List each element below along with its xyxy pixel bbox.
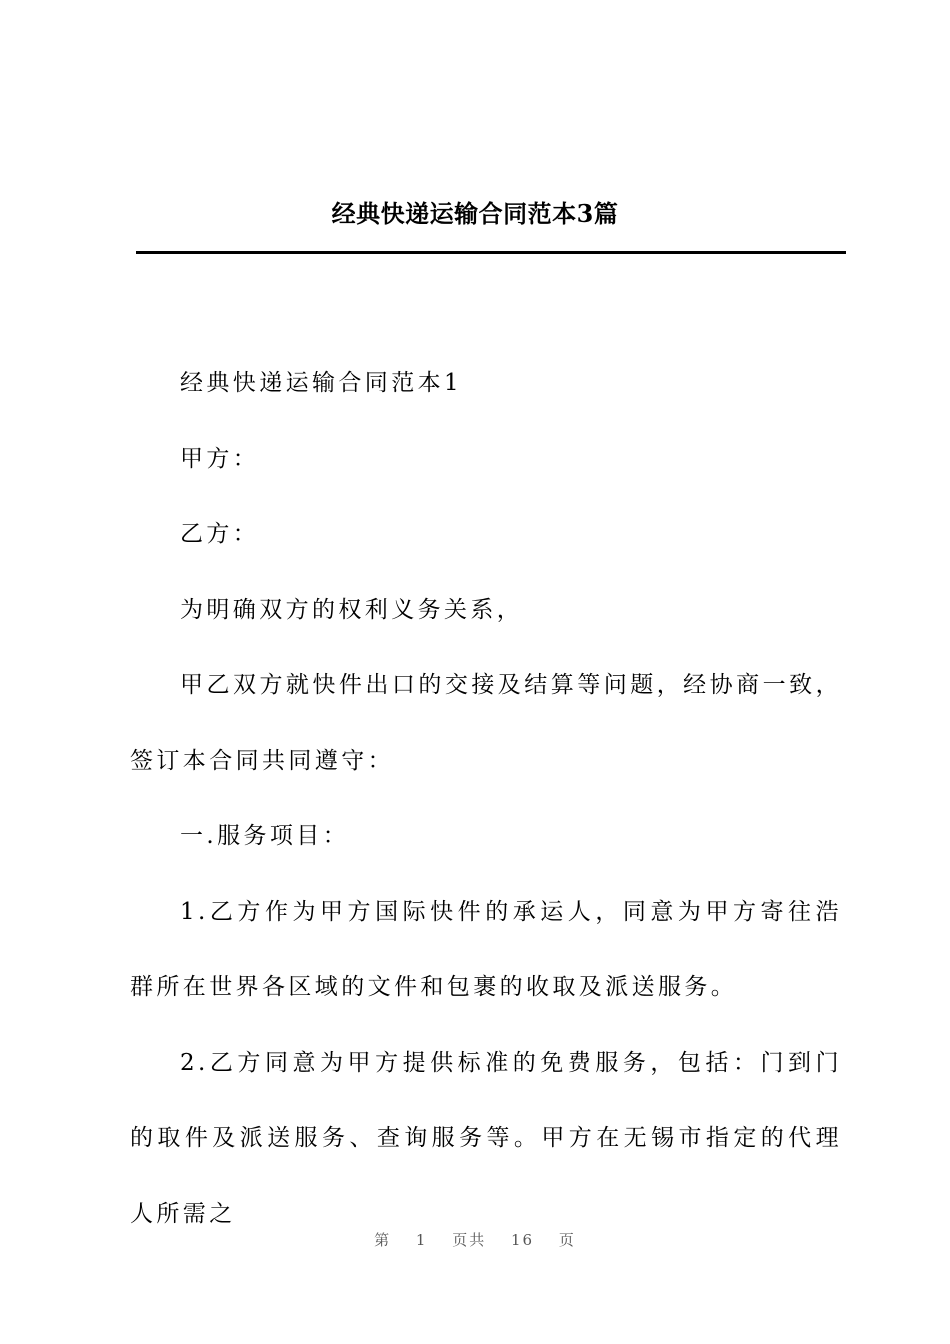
paragraph-section-services: 一.服务项目： (180, 823, 350, 849)
footer-page-number: 1 (415, 1231, 428, 1249)
paragraph-agreement: 甲乙双方就快件出口的交接及结算等问题，经协商一致，签订本合同共同遵守： (130, 672, 842, 774)
paragraph-heading: 经典快递运输合同范本1 (180, 370, 463, 396)
page-footer (0, 1228, 950, 1252)
footer-total-pages: 16 (511, 1231, 535, 1249)
footer-middle: 页共 (452, 1231, 487, 1249)
footer-prefix: 第 (374, 1231, 392, 1249)
paragraph-purpose: 为明确双方的权利义务关系， (180, 596, 524, 623)
paragraph-item-2: 2.乙方同意为甲方提供标准的免费服务，包括：门到门的取件及派送服务、查询服务等。甲方在无锡市指定的代理人所需之 (130, 1049, 842, 1227)
paragraph-party-a: 甲方： (180, 445, 260, 472)
document-body (130, 346, 842, 1252)
paragraph-party-b: 乙方： (180, 521, 260, 547)
page-title: 经典快递运输合同范本3篇 (331, 199, 619, 228)
title-divider (136, 251, 846, 254)
footer-suffix: 页 (558, 1231, 576, 1249)
paragraph-item-1: 1.乙方作为甲方国际快件的承运人，同意为甲方寄往浩群所在世界各区域的文件和包裹的收取及派送服务。 (130, 898, 842, 1000)
